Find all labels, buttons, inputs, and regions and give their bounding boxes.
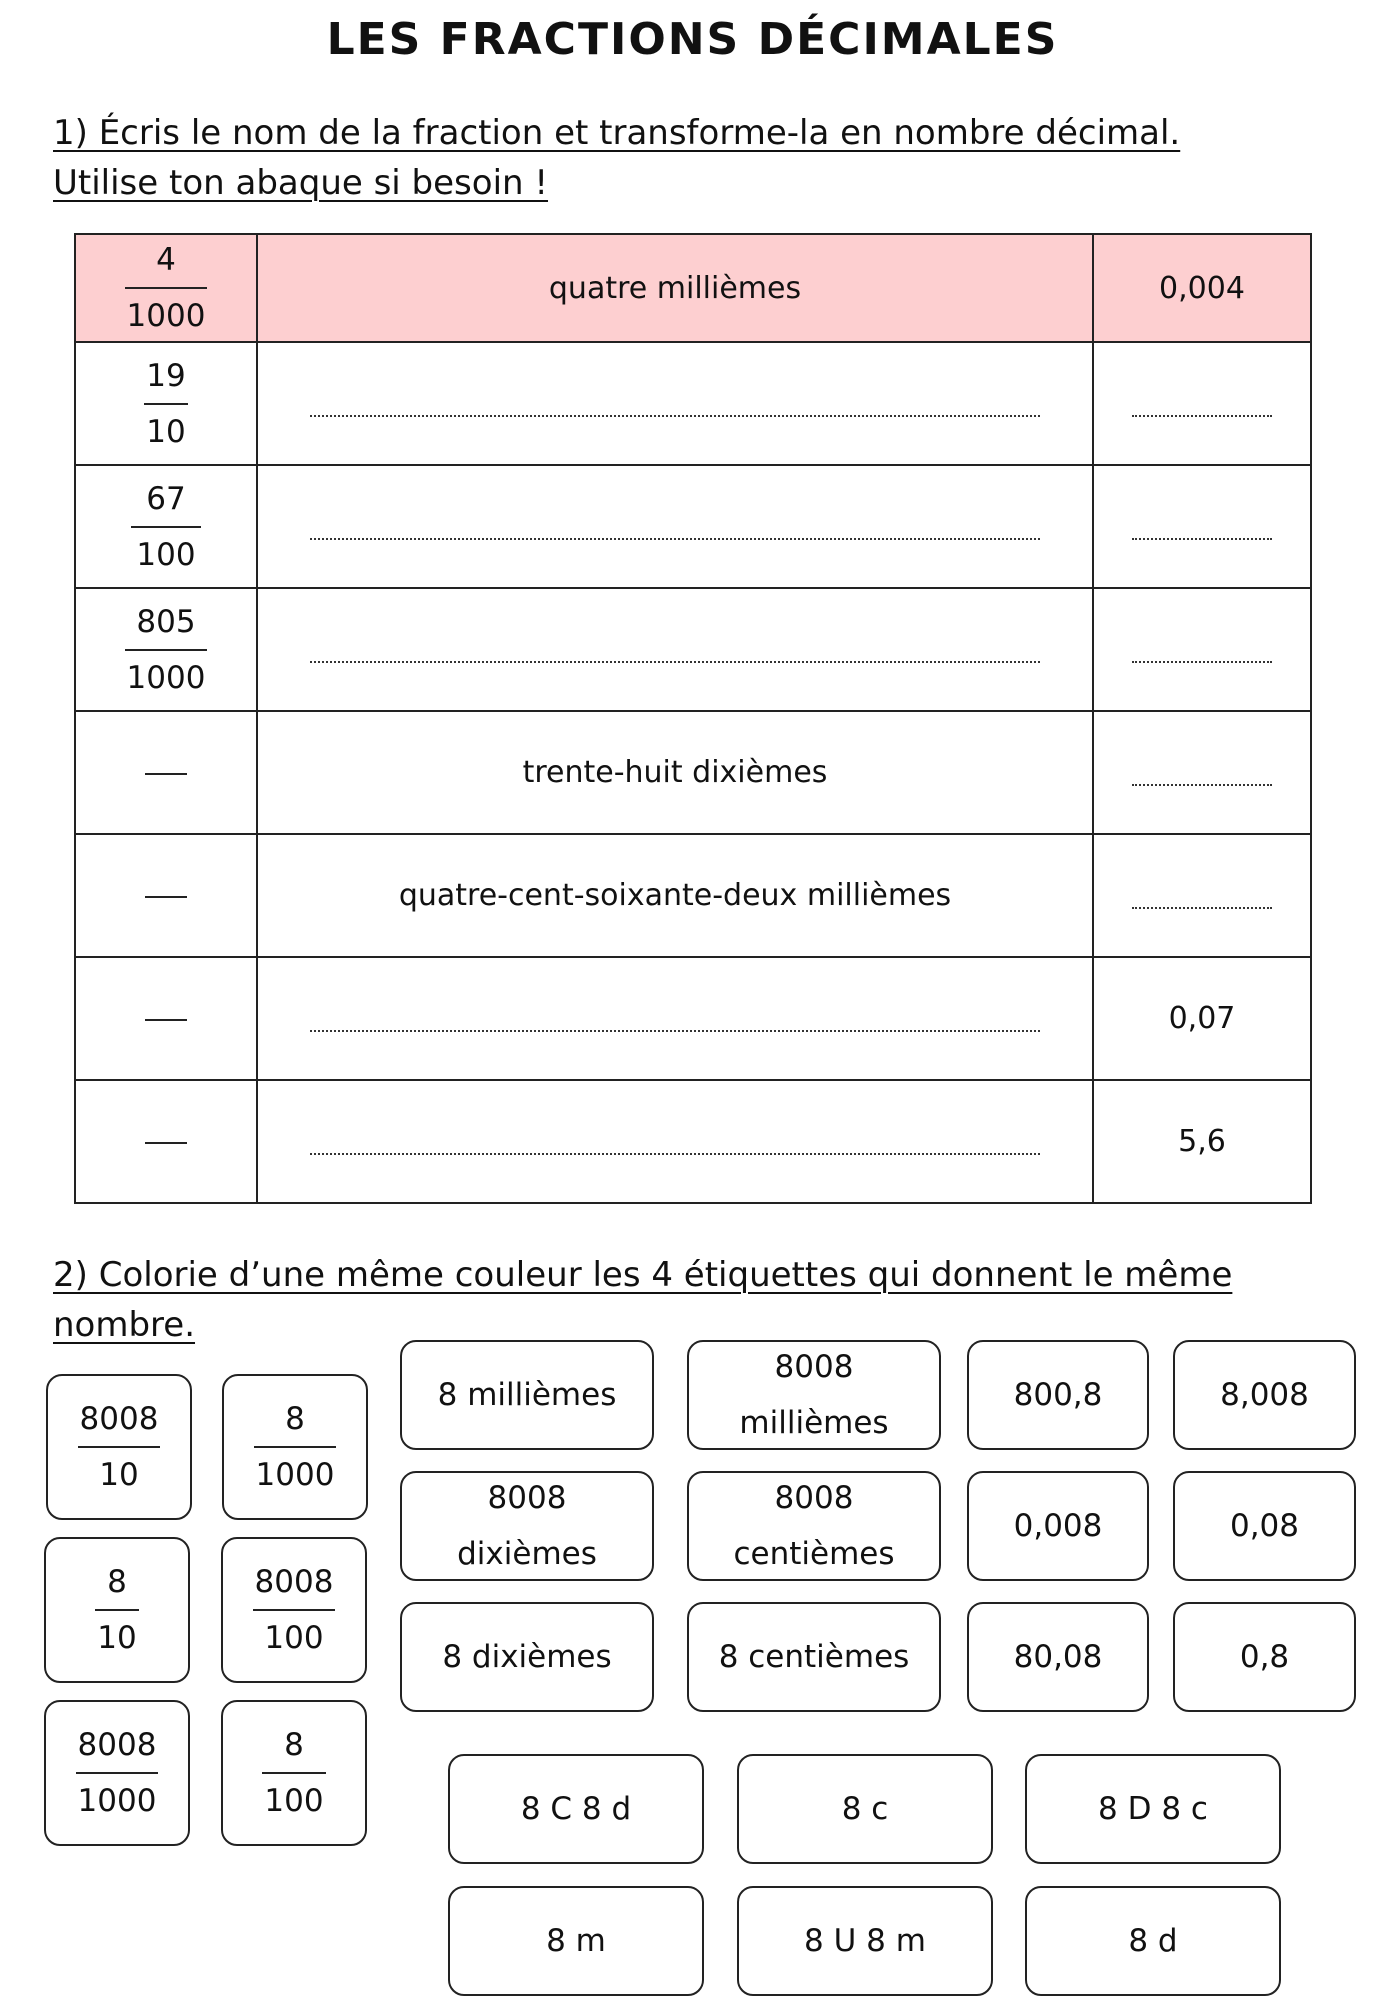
name-blank[interactable] — [257, 465, 1093, 588]
fraction-cell — [75, 342, 257, 465]
label-text: 8 U 8 m — [804, 1923, 926, 1959]
page-title: LES FRACTIONS DÉCIMALES — [326, 14, 1059, 65]
fraction-cell — [75, 465, 257, 588]
name-blank[interactable] — [257, 342, 1093, 465]
label-text: 0,08 — [1229, 1508, 1300, 1544]
dotted-line — [310, 1131, 1040, 1155]
denominator: 10 — [97, 1620, 137, 1656]
label-text: 8 centièmes — [718, 1639, 910, 1675]
fraction-blank[interactable] — [75, 1080, 257, 1203]
name-cell: trente-huit dixièmes — [257, 711, 1093, 834]
label-units[interactable] — [448, 1754, 704, 1864]
fraction-bar — [262, 1772, 325, 1774]
decimal-cell: 0,004 — [1093, 234, 1311, 342]
label-fraction[interactable] — [44, 1537, 190, 1683]
table-row — [75, 588, 1311, 711]
numerator: 67 — [146, 480, 186, 517]
fraction — [95, 1563, 138, 1657]
numerator: 4 — [156, 242, 176, 278]
label-text: 80,08 — [1013, 1639, 1103, 1675]
fraction — [144, 357, 187, 451]
label-fraction[interactable] — [44, 1700, 190, 1846]
fraction-bar — [254, 1446, 337, 1448]
label-words[interactable] — [687, 1471, 941, 1581]
numerator: 805 — [136, 603, 196, 640]
label-line2: centièmes — [733, 1536, 895, 1572]
label-text: 8 dixièmes — [442, 1639, 612, 1675]
fraction — [125, 241, 208, 335]
fraction-bar — [125, 287, 208, 289]
fraction-blank[interactable] — [75, 834, 257, 957]
numerator: 8008 — [77, 1727, 157, 1763]
fraction-table — [74, 233, 1312, 1204]
fraction-bar — [144, 403, 187, 405]
label-two-lines — [457, 1478, 597, 1574]
fraction-bar — [78, 1446, 161, 1448]
denominator: 1000 — [255, 1457, 335, 1493]
label-units[interactable] — [448, 1886, 704, 1996]
label-units[interactable] — [1025, 1886, 1281, 1996]
label-fraction[interactable] — [46, 1374, 192, 1520]
label-text: 8 d — [1128, 1923, 1178, 1959]
fraction — [254, 1400, 337, 1494]
fraction-bar — [76, 1772, 159, 1774]
fraction — [253, 1563, 336, 1657]
dotted-line — [1132, 762, 1272, 786]
label-text: 8 millièmes — [437, 1377, 617, 1413]
exercise1-instruction-line2: Utilise ton abaque si besoin ! — [53, 163, 549, 203]
numerator: 8 — [284, 1727, 304, 1763]
fraction — [262, 1726, 325, 1820]
fraction-dash — [145, 773, 187, 775]
example-row — [75, 234, 1311, 342]
table-row — [75, 711, 1311, 834]
name-cell: quatre-cent-soixante-deux millièmes — [257, 834, 1093, 957]
label-words[interactable] — [400, 1471, 654, 1581]
name-cell: quatre millièmes — [257, 234, 1093, 342]
table-row — [75, 1080, 1311, 1203]
fraction-bar — [125, 649, 208, 651]
label-fraction[interactable] — [221, 1700, 367, 1846]
fraction-bar — [253, 1609, 336, 1611]
numerator: 19 — [146, 357, 186, 394]
fraction — [125, 603, 208, 697]
decimal-blank[interactable] — [1093, 711, 1311, 834]
numerator: 8008 — [79, 1401, 159, 1437]
label-text: 0,008 — [1013, 1508, 1103, 1544]
dotted-line — [310, 393, 1040, 417]
fraction-dash — [145, 1019, 187, 1021]
decimal-blank[interactable] — [1093, 342, 1311, 465]
decimal-blank[interactable] — [1093, 834, 1311, 957]
numerator: 8 — [285, 1401, 305, 1437]
decimal-cell: 0,07 — [1093, 957, 1311, 1080]
fraction-dash — [145, 1142, 187, 1144]
exercise2-instruction-line2: nombre. — [53, 1305, 196, 1345]
table-row — [75, 342, 1311, 465]
decimal-blank[interactable] — [1093, 588, 1311, 711]
label-words[interactable] — [687, 1602, 941, 1712]
label-text: 8 C 8 d — [520, 1791, 632, 1827]
denominator: 1000 — [126, 298, 206, 334]
decimal-cell: 5,6 — [1093, 1080, 1311, 1203]
label-words[interactable] — [400, 1602, 654, 1712]
label-line1: 8008 — [774, 1480, 854, 1516]
fraction-bar — [95, 1609, 138, 1611]
label-units[interactable] — [737, 1886, 993, 1996]
label-line2: millièmes — [739, 1405, 889, 1441]
label-decimal[interactable] — [967, 1602, 1149, 1712]
numerator: 8008 — [254, 1564, 334, 1600]
denominator: 100 — [264, 1620, 324, 1656]
fraction-dash — [145, 896, 187, 898]
name-blank[interactable] — [257, 588, 1093, 711]
fraction — [78, 1400, 161, 1494]
denominator: 100 — [264, 1783, 324, 1819]
label-units[interactable] — [1025, 1754, 1281, 1864]
denominator: 1000 — [77, 1783, 157, 1819]
fraction-blank[interactable] — [75, 957, 257, 1080]
label-text: 8,008 — [1220, 1377, 1309, 1413]
exercise2-instruction — [53, 1250, 1353, 1350]
dotted-line — [1132, 639, 1272, 663]
dotted-line — [310, 516, 1040, 540]
denominator: 10 — [146, 413, 186, 450]
label-text: 800,8 — [1013, 1377, 1103, 1413]
name-blank[interactable] — [257, 957, 1093, 1080]
fraction — [131, 480, 201, 574]
label-line1: 8008 — [774, 1349, 854, 1385]
label-line2: dixièmes — [457, 1536, 597, 1572]
fraction-cell — [75, 588, 257, 711]
label-decimal[interactable] — [967, 1340, 1149, 1450]
label-line1: 8008 — [487, 1480, 567, 1516]
dotted-line — [310, 639, 1040, 663]
label-decimal[interactable] — [1173, 1340, 1356, 1450]
label-words[interactable] — [687, 1340, 941, 1450]
table-row — [75, 834, 1311, 957]
label-fraction[interactable] — [222, 1374, 368, 1520]
label-words[interactable] — [400, 1340, 654, 1450]
fraction-bar — [131, 526, 201, 528]
label-decimal[interactable] — [1173, 1602, 1356, 1712]
numerator: 8 — [107, 1564, 127, 1600]
decimal-blank[interactable] — [1093, 465, 1311, 588]
label-text: 8 D 8 c — [1098, 1791, 1208, 1827]
denominator: 10 — [99, 1457, 139, 1493]
table-row — [75, 957, 1311, 1080]
denominator: 100 — [136, 536, 196, 573]
fraction-blank[interactable] — [75, 711, 257, 834]
name-blank[interactable] — [257, 1080, 1093, 1203]
label-fraction[interactable] — [221, 1537, 367, 1683]
dotted-line — [1132, 516, 1272, 540]
label-two-lines — [739, 1347, 888, 1443]
label-text: 0,8 — [1239, 1639, 1290, 1675]
fraction-cell — [75, 234, 257, 342]
exercise2-instruction-line1: 2) Colorie d’une même couleur les 4 étiquettes qui donnent le même — [53, 1255, 1233, 1295]
dotted-line — [1132, 885, 1272, 909]
denominator: 1000 — [126, 659, 206, 696]
dotted-line — [1132, 393, 1272, 417]
label-units[interactable] — [737, 1754, 993, 1864]
table-row — [75, 465, 1311, 588]
exercise1-instruction-line1: 1) Écris le nom de la fraction et transforme-la en nombre décimal. — [53, 113, 1181, 153]
label-text: 8 m — [546, 1923, 606, 1959]
exercise1-instruction — [53, 108, 1353, 208]
dotted-line — [310, 1008, 1040, 1032]
label-two-lines — [733, 1478, 894, 1574]
label-decimal[interactable] — [1173, 1471, 1356, 1581]
label-text: 8 c — [841, 1791, 889, 1827]
label-decimal[interactable] — [967, 1471, 1149, 1581]
fraction — [76, 1726, 159, 1820]
